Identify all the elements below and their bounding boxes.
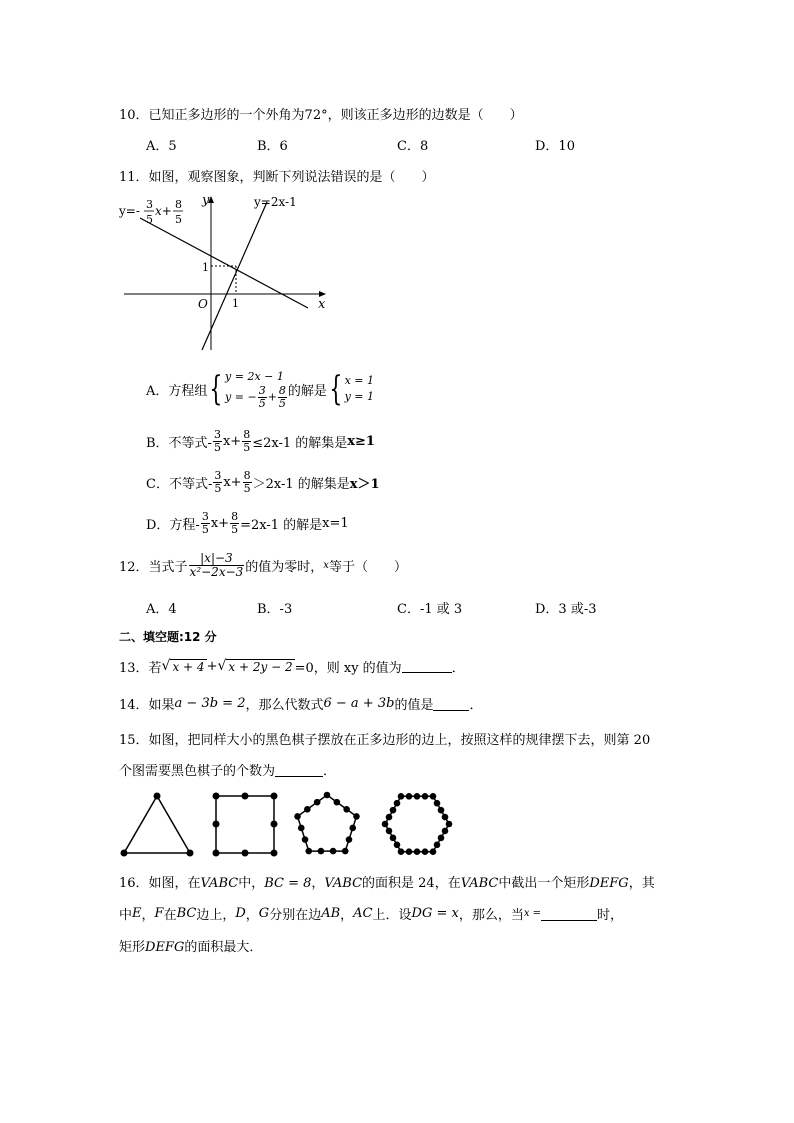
bead [342,848,349,855]
bead [434,800,441,807]
q12-stem: 12．当式子 $\frac{|x|-3}{\text{x²−2x−3}}$ 的值为零时， x 等于（ ） [119,550,407,579]
bead [390,807,397,814]
q15-line1: 15．如图，把同样大小的黑色棋子摆放在正多边形的边上，按照这样的规律摆下去，则第 20 [119,733,651,748]
bead [386,814,393,821]
q15-answer-blank[interactable] [275,763,323,777]
system-eq1: y = 2x − 1 [225,369,284,383]
q11-option-d: D．方程- $\frac{3}{5}$ x+ $\frac{8}{5}$ =2x-1 的解是 x=1 [146,509,349,536]
q11-option-a [146,362,374,416]
left-brace-2: { [329,369,343,409]
q16-answer-blank[interactable] [541,907,597,921]
line1-label-prefix: y=- [119,204,140,218]
bead [382,821,389,828]
line1-frac1-den: 5 [146,213,153,226]
q16-line1: 16．如图，在VABC中，BC = 8，VABC的面积是 24，在VABC中截出一个矩形DEFG，其 [119,876,655,891]
line1-frac1-num: 3 [146,198,153,211]
origin-label: O [198,297,208,311]
bead [422,793,429,800]
line2-label: y=2x-1 [254,195,297,209]
line1-mid: x+ [155,204,172,218]
bead [438,807,445,814]
q12-option-d: D．3 或-3 [535,602,597,617]
bead [334,799,341,806]
bead [302,836,309,843]
bead [422,848,429,855]
q10-option-c: C．8 [397,139,429,154]
hexagon-figure [382,793,453,855]
y-axis-label: y [202,193,210,208]
bead [430,848,437,855]
q12-option-c: C．-1 或 3 [397,602,463,617]
triangle-figure [121,793,194,857]
q12-option-a: A．4 [146,602,177,617]
q15-line2: 个图需要黑色棋子的个数为 ． [119,764,337,779]
opt-a-prefix: A．方程组 [146,383,208,399]
bead [346,836,353,843]
bead [324,792,331,799]
q14-answer-blank[interactable] [433,697,469,711]
bead [442,828,449,835]
bead [398,848,405,855]
q16-line3: 矩形DEFG的面积最大． [119,940,263,955]
q11-option-c: C．不等式- $\frac{3}{5}$ x+ $\frac{8}{5}$ ＞2x-1 的解集是 x＞1 [146,468,380,495]
system-eq2: y = − $\frac{3}{5}$ + $\frac{8}{5}$ [225,383,286,410]
q11-graph [118,190,333,352]
bead [406,848,413,855]
line1-frac2-den: 5 [175,213,182,226]
q12-option-b: B．-3 [257,602,293,617]
bead [318,848,325,855]
left-brace-1: { [209,369,223,409]
q11-stem: 11．如图，观察图象，判断下列说法错误的是（ ） [119,170,435,185]
bead [390,835,397,842]
bead [414,793,421,800]
opt-a-suffix: 的解是 [287,383,327,399]
bead [438,835,445,842]
bead [343,806,350,813]
square-figure [213,793,278,857]
bead [304,806,311,813]
line-y-2x-1 [202,202,267,350]
q10-option-d: D．10 [535,139,575,154]
bead [386,828,393,835]
q10-option-a: A．5 [146,139,177,154]
bead [430,793,437,800]
pentagon-figure [294,792,360,855]
equation-system [225,369,288,410]
bead [294,813,301,820]
tick-x-label: 1 [232,297,239,310]
bead [442,814,449,821]
line1-frac2-num: 8 [175,198,182,211]
bead [434,841,441,848]
bead [394,800,401,807]
bead [305,848,312,855]
bead [330,848,337,855]
q15-figure [118,790,468,860]
q11-option-b: B．不等式- $\frac{3}{5}$ x+ $\frac{8}{5}$ ≤2x-1 的解集是 x≥1 [146,427,375,454]
x-axis-label: x [318,297,326,312]
tick-y-label: 1 [202,261,209,274]
bead [414,848,421,855]
section-title: 二、填空题:12 分 [119,630,217,644]
sol-y: y = 1 [344,390,374,403]
solution-system [345,373,374,405]
sol-x: x = 1 [344,374,374,387]
q13-answer-blank[interactable] [402,659,452,673]
bead [446,821,453,828]
bead [398,793,405,800]
bead [394,841,401,848]
bead [298,825,305,832]
q14: 14．如果 a − 3b = 2 ，那么代数式 6 − a + 3b 的值是 ． [119,696,483,713]
bead [353,813,360,820]
bead [406,793,413,800]
q13: 13．若 √ x + 4 + √ x + 2y − 2 =0，则 xy 的值为 ． [119,658,465,676]
bead [314,799,321,806]
bead [349,825,356,832]
q10-option-b: B．6 [257,139,288,154]
q16-line2: 中 E ， F 在 BC 边上， D ， G 分别在边 AB ， AC 上．设 DG = x ，那么，当 x = 时， [119,906,624,923]
q10-stem: 10．已知正多边形的一个外角为72°，则该正多边形的边数是（ ） [119,108,523,123]
